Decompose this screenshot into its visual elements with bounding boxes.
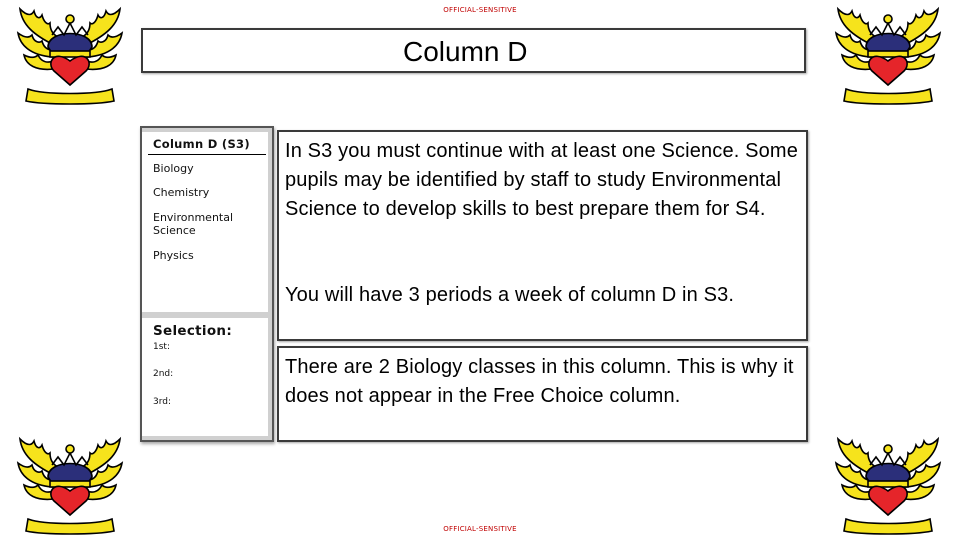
- form-shade: [142, 436, 272, 440]
- periods-text: You will have 3 periods a week of column D in S3.: [285, 284, 735, 306]
- school-crest-logo: [832, 435, 944, 535]
- subject-item: Biology: [153, 162, 194, 175]
- biology-note-text: There are 2 Biology classes in this column. This is why it does not appear in the Free Choice column.: [285, 356, 794, 407]
- school-crest-logo: [14, 5, 126, 105]
- choice-label: 2nd:: [153, 369, 174, 379]
- form-shade: [142, 128, 272, 132]
- biology-note-box: [277, 346, 808, 442]
- science-requirement-text: In S3 you must continue with at least one Science. Some pupils may be identified by staff to study Environmental Science to develop skills to best prepare them for S4.: [285, 140, 798, 220]
- title-box: [141, 28, 806, 73]
- form-shade: [268, 128, 272, 440]
- choice-label: 1st:: [153, 342, 170, 352]
- form-divider: [148, 154, 266, 155]
- form-header: Column D (S3): [153, 137, 250, 151]
- page-title: Column D: [403, 36, 528, 67]
- security-marking-bottom: OFFICIAL-SENSITIVE: [443, 525, 517, 533]
- option-form-image: [140, 126, 274, 442]
- school-crest-logo: [14, 435, 126, 535]
- security-marking-top: OFFICIAL-SENSITIVE: [443, 6, 517, 14]
- info-text-box: [277, 130, 808, 341]
- selection-label: Selection:: [153, 323, 233, 339]
- subject-item: Physics: [153, 249, 194, 262]
- choice-label: 3rd:: [153, 397, 172, 407]
- subject-item: Environmental Science: [153, 211, 234, 237]
- school-crest-logo: [832, 5, 944, 105]
- form-shade: [142, 312, 272, 318]
- subject-item: Chemistry: [153, 186, 210, 199]
